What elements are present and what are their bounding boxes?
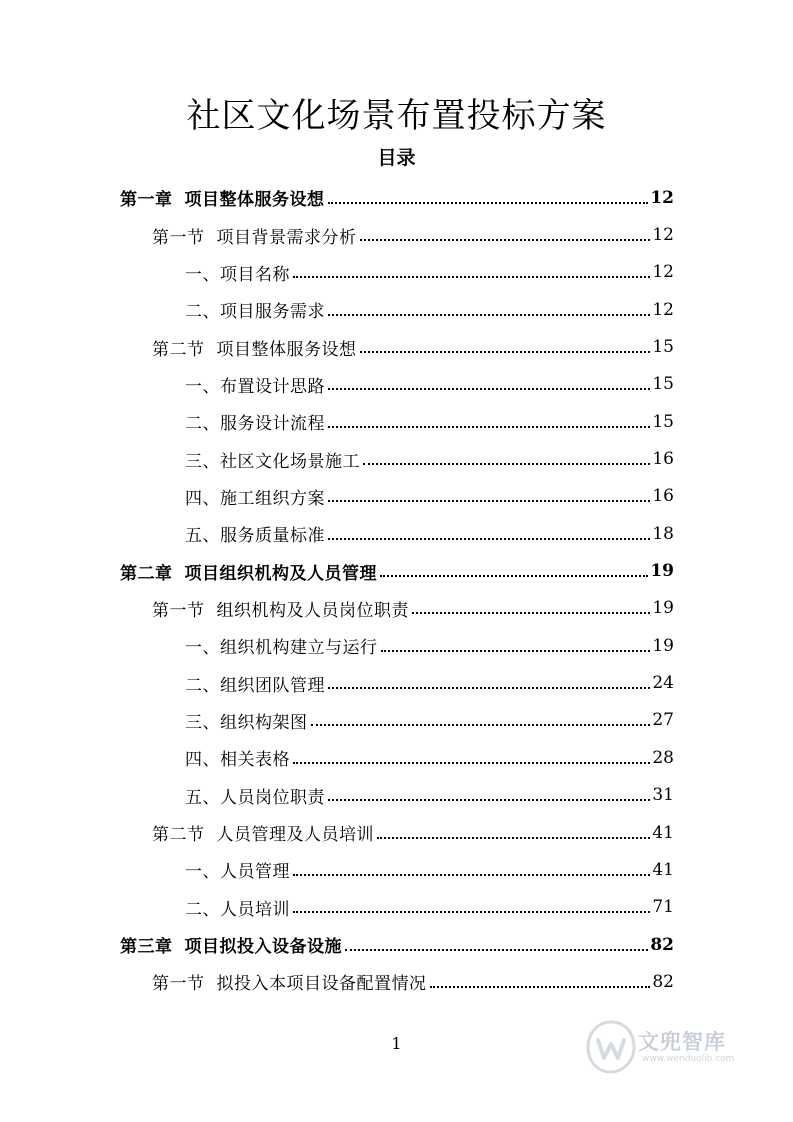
toc-entry[interactable] <box>120 590 674 627</box>
toc-entry[interactable] <box>120 926 674 963</box>
toc-entry-prefix: 三、 <box>185 712 220 733</box>
toc-entry-label <box>152 223 357 248</box>
toc-entry-page: 82 <box>650 934 674 955</box>
toc-entry-label <box>152 969 427 994</box>
toc-entry-page: 16 <box>652 486 674 507</box>
toc-entry-prefix: 第一节 <box>152 974 205 995</box>
toc-leader-dots <box>380 575 648 577</box>
page-number: 1 <box>391 1034 402 1053</box>
toc-entry-prefix: 一、 <box>185 862 220 883</box>
toc-entry-prefix: 第一章 <box>120 190 173 211</box>
toc-leader-dots <box>328 500 650 502</box>
toc-entry[interactable] <box>120 403 674 440</box>
toc-entry[interactable] <box>120 366 674 403</box>
toc-entry[interactable] <box>120 963 674 1000</box>
toc-entry-text: 项目服务需求 <box>220 302 325 323</box>
toc-entry-label <box>185 297 325 322</box>
toc-entry-page: 15 <box>652 337 674 358</box>
toc-entry-text: 人员管理及人员培训 <box>216 825 374 846</box>
toc-entry[interactable] <box>120 291 674 328</box>
toc-entry-prefix: 四、 <box>185 750 220 771</box>
toc-entry-text: 项目背景需求分析 <box>216 227 357 248</box>
toc-entry[interactable] <box>120 889 674 926</box>
toc-entry-prefix: 五、 <box>185 787 220 808</box>
toc-leader-dots <box>412 612 650 614</box>
toc-entry[interactable] <box>120 478 674 515</box>
toc-entry-text: 相关表格 <box>220 750 290 771</box>
toc-entry-label <box>152 820 374 845</box>
toc-entry-prefix: 二、 <box>185 302 220 323</box>
toc-entry-page: 16 <box>652 449 674 470</box>
toc-entry-prefix: 第一节 <box>152 227 205 248</box>
toc-entry-text: 项目拟投入设备设施 <box>184 937 342 958</box>
toc-leader-dots <box>328 799 650 801</box>
toc-entry-label <box>185 745 290 770</box>
toc-entry-label <box>152 335 357 360</box>
toc-entry-label <box>185 708 308 733</box>
toc-leader-dots <box>311 724 651 726</box>
toc-entry-page: 19 <box>650 561 674 582</box>
toc-entry[interactable] <box>120 627 674 664</box>
toc-entry[interactable] <box>120 702 674 739</box>
toc-entry[interactable] <box>120 328 674 365</box>
document-title: 社区文化场景布置投标方案 <box>186 96 607 136</box>
toc-leader-dots <box>360 239 651 241</box>
toc-entry-label <box>152 596 409 621</box>
toc-entry[interactable] <box>120 814 674 851</box>
table-of-contents <box>120 179 674 1001</box>
toc-entry-text: 项目组织机构及人员管理 <box>184 563 377 584</box>
toc-entry-page: 12 <box>652 225 674 246</box>
watermark-subtext: www.wenduolib.com <box>642 1054 735 1064</box>
toc-entry-page: 71 <box>652 897 674 918</box>
toc-entry-prefix: 第二章 <box>120 563 173 584</box>
toc-entry-page: 41 <box>652 859 674 880</box>
toc-entry-text: 拟投入本项目设备配置情况 <box>216 974 427 995</box>
toc-entry-label <box>120 559 377 584</box>
toc-entry-prefix: 二、 <box>185 899 220 920</box>
toc-entry[interactable] <box>120 552 674 589</box>
toc-entry-page: 15 <box>652 374 674 395</box>
toc-entry-text: 组织机构建立与运行 <box>220 638 378 659</box>
toc-entry-page: 19 <box>652 635 674 656</box>
toc-entry-text: 项目整体服务设想 <box>216 339 357 360</box>
toc-leader-dots <box>328 202 649 204</box>
toc-entry-prefix: 第三章 <box>120 937 173 958</box>
toc-entry[interactable] <box>120 739 674 776</box>
toc-entry-label <box>185 895 290 920</box>
toc-entry-prefix: 第一节 <box>152 600 205 621</box>
toc-entry-text: 人员培训 <box>220 899 290 920</box>
toc-entry-page: 12 <box>650 187 674 208</box>
toc-entry-prefix: 一、 <box>185 376 220 397</box>
toc-entry-prefix: 五、 <box>185 526 220 547</box>
toc-entry[interactable] <box>120 216 674 253</box>
toc-leader-dots <box>381 650 651 652</box>
toc-entry[interactable] <box>120 664 674 701</box>
toc-leader-dots <box>328 388 650 390</box>
toc-entry-page: 19 <box>652 598 674 619</box>
toc-leader-dots <box>328 538 650 540</box>
toc-entry-text: 服务设计流程 <box>220 414 325 435</box>
toc-entry-page: 12 <box>652 262 674 283</box>
toc-entry-label <box>185 521 325 546</box>
toc-entry-label <box>185 633 378 658</box>
toc-entry-text: 人员岗位职责 <box>220 787 325 808</box>
toc-entry-page: 82 <box>652 971 674 992</box>
toc-entry-prefix: 一、 <box>185 264 220 285</box>
toc-entry-label <box>120 932 342 957</box>
toc-entry-label <box>185 857 290 882</box>
toc-entry-label <box>185 372 325 397</box>
toc-leader-dots <box>293 762 650 764</box>
toc-entry-label <box>185 671 325 696</box>
toc-entry-page: 15 <box>652 411 674 432</box>
toc-entry-prefix: 三、 <box>185 451 220 472</box>
toc-entry-label <box>185 409 325 434</box>
toc-entry-text: 社区文化场景施工 <box>220 451 360 472</box>
toc-heading: 目录 <box>377 147 416 169</box>
toc-leader-dots <box>328 426 650 428</box>
toc-entry-prefix: 第二节 <box>152 339 205 360</box>
toc-leader-dots <box>293 911 650 913</box>
toc-leader-dots <box>293 276 650 278</box>
toc-entry-prefix: 四、 <box>185 488 220 509</box>
toc-entry-page: 24 <box>652 673 674 694</box>
toc-leader-dots <box>363 463 650 465</box>
w-logo-icon <box>586 1020 636 1074</box>
toc-entry-text: 组织机构及人员岗位职责 <box>216 600 409 621</box>
toc-entry-page: 27 <box>652 710 674 731</box>
toc-entry-prefix: 二、 <box>185 414 220 435</box>
toc-entry-text: 组织团队管理 <box>220 675 325 696</box>
toc-entry[interactable] <box>120 179 674 216</box>
toc-leader-dots <box>360 351 651 353</box>
toc-entry-text: 项目名称 <box>220 264 290 285</box>
toc-entry-text: 组织构架图 <box>220 712 308 733</box>
toc-entry-page: 31 <box>652 785 674 806</box>
toc-leader-dots <box>328 687 650 689</box>
toc-entry-page: 41 <box>652 822 674 843</box>
toc-leader-dots <box>430 986 651 988</box>
toc-entry[interactable] <box>120 851 674 888</box>
toc-entry[interactable] <box>120 254 674 291</box>
toc-entry[interactable] <box>120 777 674 814</box>
toc-entry-label <box>185 447 360 472</box>
toc-entry-prefix: 二、 <box>185 675 220 696</box>
toc-entry-text: 服务质量标准 <box>220 526 325 547</box>
toc-entry-page: 12 <box>652 299 674 320</box>
toc-entry-label <box>120 185 325 210</box>
toc-entry-text: 人员管理 <box>220 862 290 883</box>
toc-entry-prefix: 一、 <box>185 638 220 659</box>
watermark <box>586 1016 756 1080</box>
toc-entry-label <box>185 484 325 509</box>
toc-leader-dots <box>345 949 648 951</box>
watermark-text: 文兜智库 <box>638 1030 726 1054</box>
toc-entry-text: 施工组织方案 <box>220 488 325 509</box>
toc-entry-label <box>185 260 290 285</box>
toc-leader-dots <box>293 874 650 876</box>
toc-entry-text: 项目整体服务设想 <box>184 190 325 211</box>
toc-leader-dots <box>377 837 650 839</box>
toc-entry[interactable] <box>120 440 674 477</box>
toc-entry-prefix: 第二节 <box>152 825 205 846</box>
toc-entry-page: 18 <box>652 523 674 544</box>
toc-entry[interactable] <box>120 515 674 552</box>
toc-entry-label <box>185 783 325 808</box>
toc-entry-page: 28 <box>652 747 674 768</box>
toc-leader-dots <box>328 314 650 316</box>
toc-entry-text: 布置设计思路 <box>220 376 325 397</box>
